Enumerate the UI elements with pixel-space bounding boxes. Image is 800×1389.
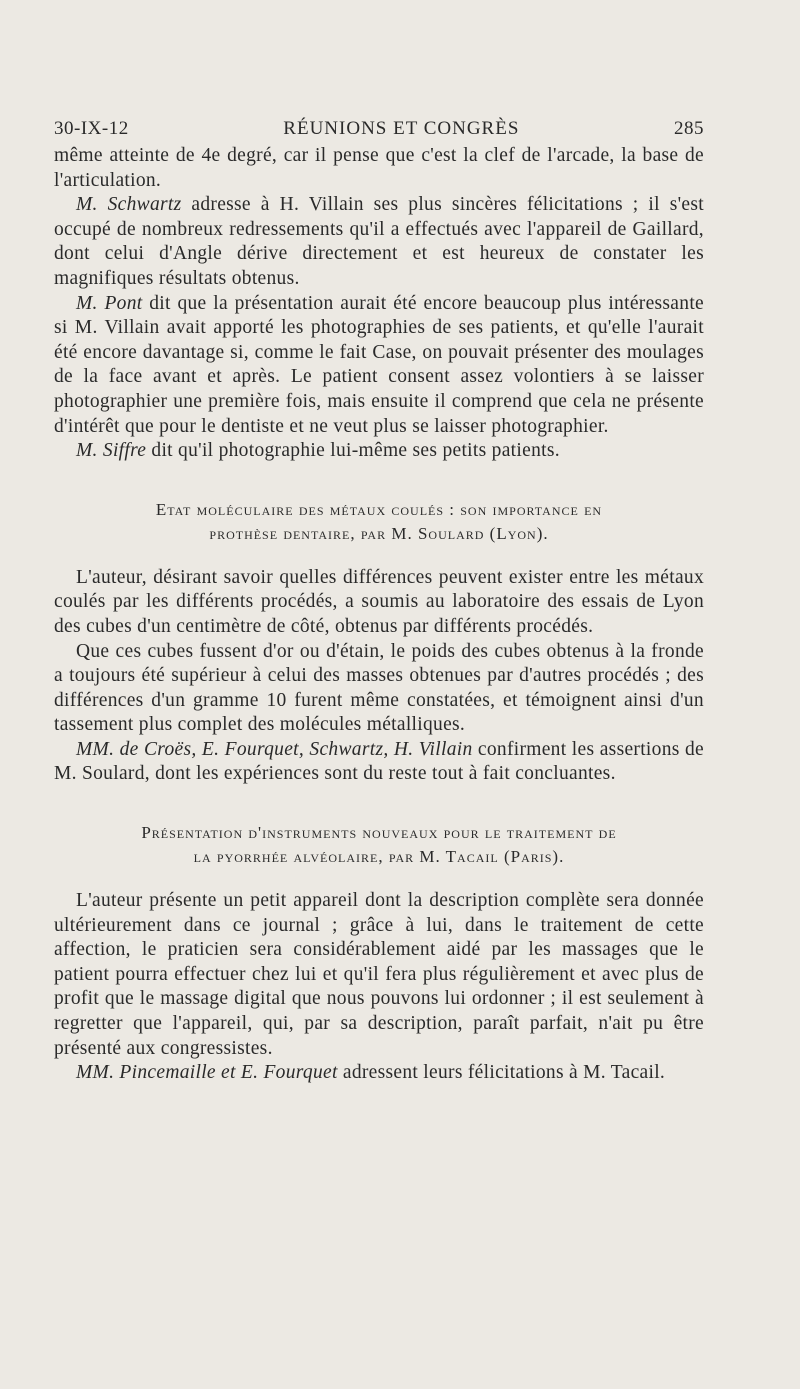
heading-line: Etat moléculaire des métaux coulés : son importance en [155, 499, 603, 519]
section-heading [54, 498, 704, 546]
speaker-name: M. Pont [76, 292, 143, 314]
paragraph: L'auteur présente un petit appareil dont la description complète sera donnée ultérieurement dans ce journal ; grâce à lui, dans le traitement de cette affection, le praticien sera considérablement aidé par les massages que le patient pourra effectuer chez lui et qu'il fera plus régulièrement et avec plus de profit que le massage digital que nous pouvons lui ordonner ; il est seulement à regretter que l'appareil, qui, par sa description, paraît parfait, n'ait pu être présenté aux congressistes. [54, 890, 704, 1059]
paragraph-text: dit que la présentation aurait été encore beaucoup plus intéressante si M. Villain avait apporté les photographies de ses patients, et qu'elle l'aurait été encore davantage si, comme le fait Case, on pouvait présenter des moulages de la face avant et après. Le patient consent assez volontiers à se laisser photographier une première fois, mais ensuite il comprend que cela ne présente d'intérêt que pour le dentiste et ne veut plus se laisser photographier. [54, 292, 704, 437]
heading-line: la pyorrhée alvéolaire, par M. Tacail (Paris). [193, 847, 565, 867]
running-head [54, 118, 704, 140]
speaker-names: MM. de Croës, E. Fourquet, Schwartz, H. Villain [76, 738, 473, 760]
speaker-name: M. Siffre [76, 440, 147, 462]
paragraph [54, 193, 704, 291]
page-number: 285 [674, 118, 704, 139]
speaker-names: MM. Pincemaille et E. Fourquet [76, 1062, 338, 1084]
paragraph: L'auteur, désirant savoir quelles différences peuvent exister entre les métaux coulés par les différents procédés, a soumis au laboratoire des essais de Lyon des cubes d'un centimètre de côté, obtenus par différents procédés. [54, 566, 704, 637]
paragraph-text: adresse à H. Villain ses plus sincères félicitations ; il s'est occupé de nombreux redressements qu'il a effectués avec l'appareil de Gaillard, dont celui d'Angle dérive directement et est heureux de constater les magnifiques résultats obtenus. [54, 194, 704, 289]
paragraph [54, 738, 704, 787]
paragraph [54, 292, 704, 440]
paragraph [54, 439, 704, 464]
paragraph: Que ces cubes fussent d'or ou d'étain, le poids des cubes obtenus à la fronde a toujours été supérieur à celui des masses obtenues par d'autres procédés ; des différences d'un gramme 10 furent même constatées, et témoignent ainsi d'un tassement plus complet des molécules métalliques. [54, 640, 704, 736]
paragraph-text: adressent leurs félicitations à M. Tacail. [337, 1062, 666, 1084]
header-title: RÉUNIONS ET CONGRÈS [283, 118, 520, 139]
heading-line: prothèse dentaire, par M. Soulard (Lyon). [209, 523, 549, 543]
paragraph-text: confirment les assertions de M. Soulard, dont les expériences sont du reste tout à fait concluantes. [54, 738, 704, 785]
section-heading [54, 821, 704, 869]
header-date: 30-IX-12 [54, 118, 129, 139]
paragraph [54, 1061, 704, 1086]
paragraph: même atteinte de 4e degré, car il pense que c'est la clef de l'arcade, la base de l'articulation. [54, 145, 704, 191]
heading-line: Présentation d'instruments nouveaux pour le traitement de [141, 823, 617, 843]
paragraph-text: dit qu'il photographie lui-même ses petits patients. [146, 440, 560, 462]
speaker-name: M. Schwartz [76, 194, 182, 216]
